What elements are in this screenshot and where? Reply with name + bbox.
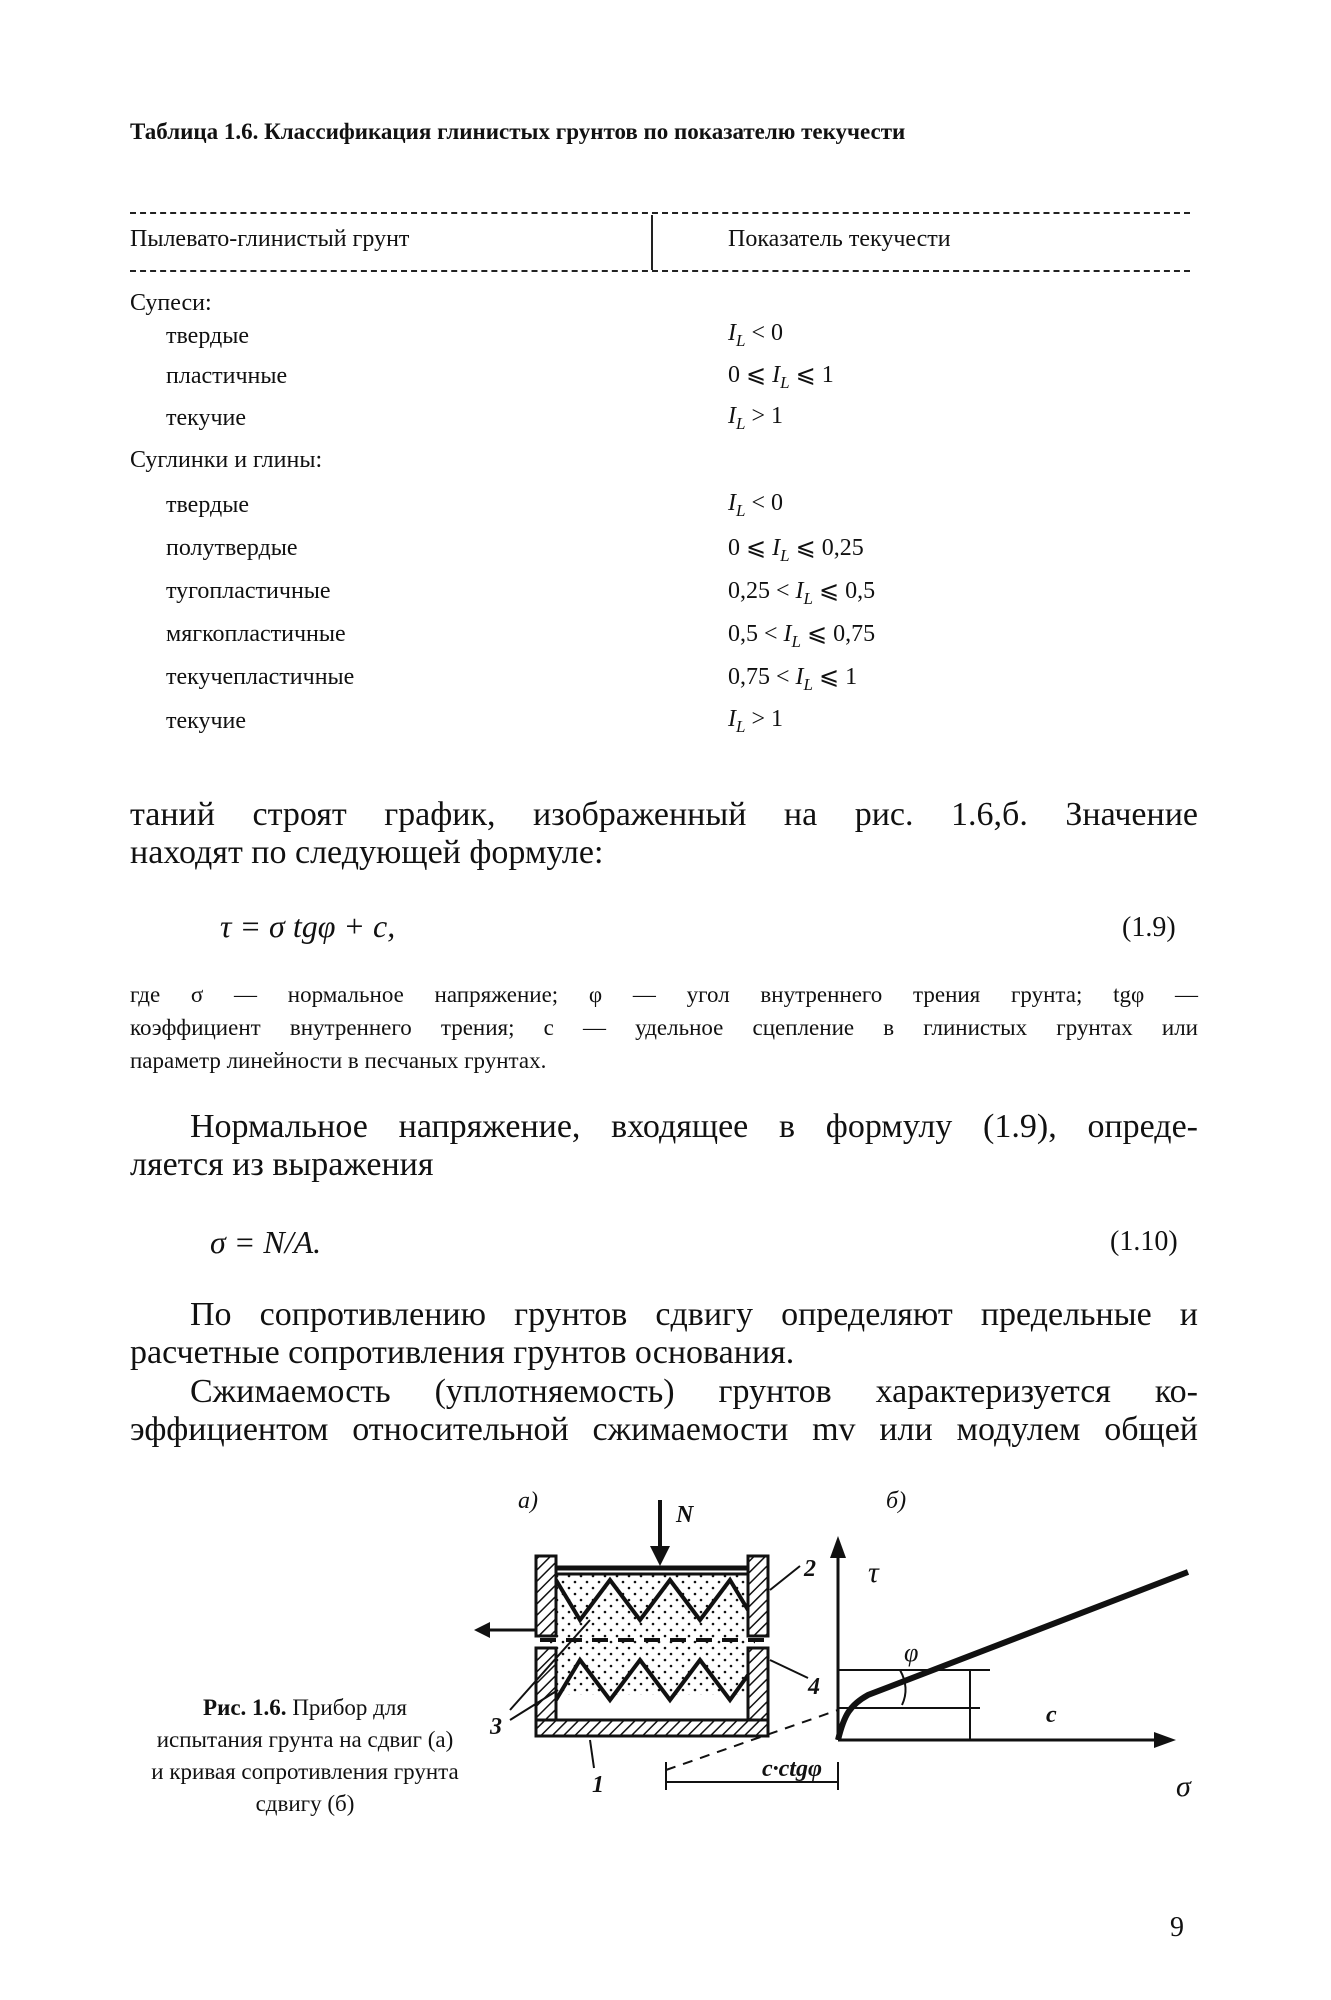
table-title: Таблица 1.6. Классификация глинистых грунтов по показателю текучести	[130, 119, 906, 144]
label-tau: τ	[868, 1556, 879, 1589]
formula-1-10: σ = N/A.	[210, 1224, 322, 1260]
table-row-label: твердые	[166, 492, 250, 518]
figure-label-a: а)	[518, 1488, 538, 1514]
note-line: где σ — нормальное напряжение; φ — угол внутреннего трения грунта; tgφ —	[130, 982, 1198, 1007]
table-row-value: $0,75 < I_L$ ⩽ 1	[728, 664, 858, 694]
table-header-soil: Пылевато-глинистый грунт	[130, 226, 410, 252]
table-row-label: полутвердые	[166, 535, 298, 561]
figure-caption	[150, 1692, 460, 1820]
table-row-label: текучепластичные	[166, 664, 355, 690]
shear-test-figure	[470, 1500, 1210, 1860]
table-top-rule	[130, 212, 1190, 214]
paragraph-line: находят по следующей формуле:	[130, 834, 604, 871]
label-cctg: c·ctgφ	[762, 1756, 823, 1782]
table-row-label: мягкопластичные	[166, 621, 346, 647]
label-phi: φ	[904, 1638, 919, 1667]
label-sigma: σ	[1176, 1770, 1191, 1803]
table-row-value: 0 ⩽ $I_L$ ⩽ 1	[728, 362, 834, 392]
table-header-divider	[651, 215, 653, 270]
figure-caption-text: Прибор для испытания грунта на сдвиг (а) и кривая сопротивления грунта сдвигу (б)	[151, 1695, 459, 1816]
table-row-label: пластичные	[166, 363, 288, 389]
table-row-value: $I_L < 0$	[728, 320, 784, 350]
equation-number: (1.10)	[1110, 1226, 1178, 1257]
table-row-value: $0,25 < I_L$ ⩽ 0,5	[728, 578, 876, 608]
table-group-sandy-loam: Супеси:	[130, 290, 212, 316]
label-N: N	[676, 1502, 694, 1528]
upper-frame-left	[536, 1556, 556, 1636]
label-c: c	[1046, 1702, 1057, 1728]
label-2: 2	[804, 1556, 816, 1582]
table-row-value: 0 ⩽ $I_L$ ⩽ 0,25	[728, 535, 864, 565]
table-row-label: тугопластичные	[166, 578, 331, 604]
table-row-label: текучие	[166, 405, 247, 431]
paragraph-line: По сопротивлению грунтов сдвигу определяют предельные и	[190, 1296, 1198, 1333]
table-row-value: $I_L < 0$	[728, 490, 784, 520]
paragraph-line: эффициентом относительной сжимаемости mv или модулем общей	[130, 1411, 1198, 1448]
note-line: параметр линейности в песчаных грунтах.	[130, 1048, 547, 1073]
page-number: 9	[1170, 1912, 1184, 1943]
figure-caption-number: Рис. 1.6.	[203, 1695, 287, 1720]
label-4: 4	[808, 1674, 820, 1700]
paragraph-line: таний строят график, изображенный на рис. 1.6,б. Значение	[130, 796, 1198, 833]
shear-box-apparatus	[474, 1500, 808, 1768]
table-row-value: $0,5 < I_L$ ⩽ 0,75	[728, 621, 876, 651]
paragraph-line: ляется из выражения	[130, 1146, 434, 1183]
paragraph-line: Сжимаемость (уплотняемость) грунтов характеризуется ко-	[190, 1373, 1198, 1410]
note-line: коэффициент внутреннего трения; c — удельное сцепление в глинистых грунтах или	[130, 1015, 1198, 1040]
table-group-loam-clay: Суглинки и глины:	[130, 447, 323, 473]
table-header-index: Показатель текучести	[728, 226, 951, 252]
paragraph-line: расчетные сопротивления грунтов основания.	[130, 1334, 795, 1371]
label-1: 1	[592, 1772, 604, 1798]
figure-label-b: б)	[886, 1488, 907, 1514]
paragraph-line: Нормальное напряжение, входящее в формулу (1.9), опреде-	[190, 1108, 1198, 1145]
table-header-rule	[130, 270, 1190, 272]
shear-curve	[838, 1572, 1188, 1740]
table-row-value: $I_L > 1$	[728, 706, 784, 736]
formula-1-9: τ = σ tgφ + c,	[220, 908, 396, 944]
label-3: 3	[490, 1714, 502, 1740]
table-row-label: текучие	[166, 708, 247, 734]
lower-frame-base	[536, 1720, 768, 1736]
table-row-value: $I_L > 1$	[728, 403, 784, 433]
equation-number: (1.9)	[1122, 912, 1176, 943]
table-row-label: твердые	[166, 323, 250, 349]
upper-frame-right	[748, 1556, 768, 1636]
